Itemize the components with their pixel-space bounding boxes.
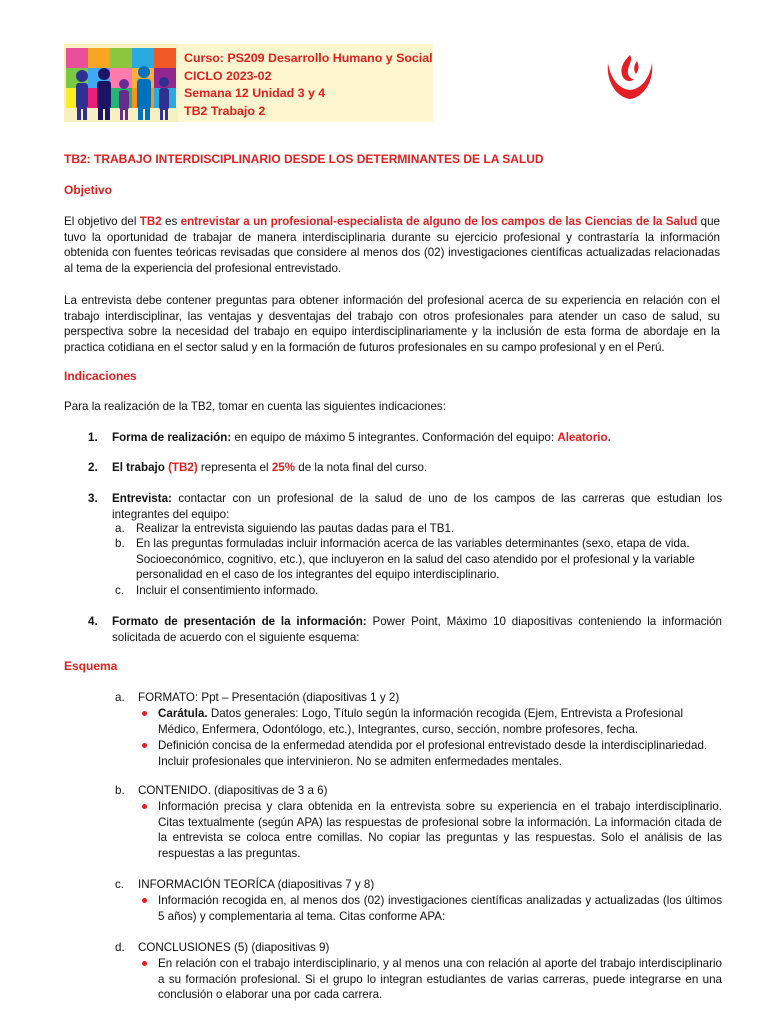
esquema-c-bullet-1 [158, 893, 722, 924]
bullet-icon [142, 743, 147, 748]
esquema-b-bullet-1 [158, 799, 722, 861]
item-number: 1. [88, 431, 98, 444]
text-span: contactar con un profesional de la salud de uno de los campos de las carreras que estudian los integrantes del equipo: [112, 492, 722, 521]
sub-text: En las preguntas formuladas incluir información acerca de las variables determinantes (sexo, etapa de vida. Socioeconómico, cognitivo, etc.), que incluyeron en la salud del caso atendido por el profesional y la variable personalidad en el caso de los integrantes del equipo interdisciplinario. [136, 537, 695, 581]
section-letter: c. [115, 878, 125, 891]
esquema-a [115, 690, 400, 706]
bullet-text: Definición concisa de la enfermedad atendida por el profesional entrevistado desde la interdisciplinariedad. Incluir profesionales que intervinieron. No se admiten enfermedades mentales. [158, 739, 708, 768]
bullet-icon [142, 711, 147, 716]
esquema-d [115, 940, 330, 956]
sub-text: Realizar la entrevista siguiendo las pautas dadas para el TB1. [136, 522, 455, 535]
objetivo-heading: Objetivo [64, 183, 113, 197]
bullet-text: En relación con el trabajo interdisciplinario, y al menos una con relación al aporte del trabajo interdisciplinario a su formación profesional. Si el grupo lo integran estudiantes de varias carreras, puede integrarse en una conclusión o elaborar una por cada carrera. [158, 957, 722, 1001]
text-span: que tuvo la oportunidad de trabajar de manera interdisciplinaria durante su ejercicio profesional y contrastaría la información obtenida con fuentes teóricas revisadas que considere al menos dos (02) investigaciones científicas actualizadas relacionadas al tema de la experiencia del profesional entrevistado. [64, 215, 720, 275]
bullet-text: Información precisa y clara obtenida en la entrevista sobre su experiencia en el trabajo interdisciplinario. Citas textualmente (según APA) las respuestas de profesional sobre la información. La información citada de la entrevista se coloca entre comillas. No copiar las preguntas y las respuestas. Solo el análisis de las respuestas a las preguntas. [158, 800, 722, 860]
indicacion-3 [88, 491, 722, 522]
document-title: TB2: TRABAJO INTERDISCIPLINARIO DESDE LOS DETERMINANTES DE LA SALUD [64, 152, 544, 166]
objective-highlight: entrevistar a un profesional-especialista de alguno de los campos de las Ciencias de la Salud [180, 215, 698, 228]
sub-letter: a. [115, 522, 125, 535]
bullet-label: Carátula. [158, 707, 208, 720]
indicaciones-intro: Para la realización de la TB2, tomar en cuenta las siguientes indicaciones: [64, 400, 446, 413]
course-header [64, 44, 433, 122]
indicacion-4 [88, 614, 722, 645]
sub-text: Incluir el consentimiento informado. [136, 584, 319, 597]
objetivo-paragraph-2: La entrevista debe contener preguntas para obtener información del profesional acerca de su experiencia en relación con el trabajo interdisciplinar, las ventajas y desventajas del trabajo con otros profesionales para atender un caso de salud, su perspectiva sobre la necesidad del trabajo en equipo interdisciplinariamente y la inclusión de esta forma de abordaje en la practica cotidiana en el sector salud y en la formación de futuros profesionales en su campo profesional y en el Perú. [64, 294, 720, 354]
bullet-icon [142, 804, 147, 809]
esquema-d-bullet-1 [158, 956, 722, 1003]
tb2-highlight: (TB2) [168, 461, 198, 474]
sub-letter: b. [115, 537, 125, 550]
item-label: Entrevista: [112, 492, 172, 505]
indicacion-3a [115, 521, 724, 537]
objetivo-paragraph-1 [64, 214, 720, 276]
section-text: INFORMACIÓN TEORÍCA (diapositivas 7 y 8) [138, 878, 375, 891]
text-span: El objetivo del [64, 215, 140, 228]
bullet-icon [142, 961, 147, 966]
section-letter: b. [115, 784, 125, 797]
section-letter: d. [115, 941, 125, 954]
item-label: Forma de realización: [112, 431, 232, 444]
indicaciones-heading: Indicaciones [64, 369, 137, 383]
bullet-text: Información recogida en, al menos dos (02) investigaciones científicas analizadas y actualizadas (los últimos 5 años) y complementaria al tema. Citas conforme APA: [158, 894, 722, 923]
item-label: El trabajo [112, 461, 169, 474]
indicacion-3b [115, 536, 724, 583]
section-text: CONCLUSIONES (5) (diapositivas 9) [138, 941, 330, 954]
esquema-c [115, 877, 375, 893]
text-span: de la nota final del curso. [295, 461, 428, 474]
section-text: FORMATO: Ppt – Presentación (diapositivas 1 y 2) [138, 691, 400, 704]
item-number: 3. [88, 492, 98, 505]
course-week: Semana 12 Unidad 3 y 4 [184, 86, 326, 100]
text-span: es [161, 215, 181, 228]
indicacion-2 [88, 460, 768, 476]
item-number: 4. [88, 615, 98, 628]
sub-letter: c. [115, 584, 125, 597]
section-letter: a. [115, 691, 125, 704]
course-cycle: CICLO 2023-02 [184, 68, 272, 83]
bullet-icon [142, 898, 147, 903]
esquema-a-bullet-1 [158, 706, 722, 737]
esquema-heading: Esquema [64, 659, 118, 673]
tb2-highlight: TB2 [139, 215, 162, 228]
indicacion-3c [115, 583, 724, 599]
puzzle-people-illustration [64, 44, 178, 122]
text-span: en equipo de máximo 5 integrantes. Conformación del equipo: [231, 431, 558, 444]
course-assignment: TB2 Trabajo 2 [184, 103, 266, 118]
course-info [184, 50, 433, 120]
aleatorio-highlight: Aleatorio. [557, 431, 611, 444]
text-span: Power Point, Máximo 10 diapositivas conteniendo la información solicitada de acuerdo con el siguiente esquema: [112, 615, 722, 644]
item-number: 2. [88, 461, 98, 474]
text-span: representa el [197, 461, 272, 474]
bullet-text: Datos generales: Logo, Título según la información recogida (Ejem, Entrevista a Profesional Médico, Enfermera, Odontólogo, etc.), Integrantes, curso, sección, nombre profesores, fecha. [158, 707, 684, 736]
esquema-a-bullet-2 [158, 738, 722, 769]
item-label: Formato de presentación de la información: [112, 615, 367, 628]
course-name: Curso: PS209 Desarrollo Humano y Social [184, 51, 433, 65]
indicacion-1 [88, 430, 768, 446]
university-logo-icon [604, 53, 656, 101]
section-text: CONTENIDO. (diapositivas de 3 a 6) [138, 784, 328, 797]
esquema-b [115, 783, 328, 799]
percentage-highlight: 25% [271, 461, 296, 474]
